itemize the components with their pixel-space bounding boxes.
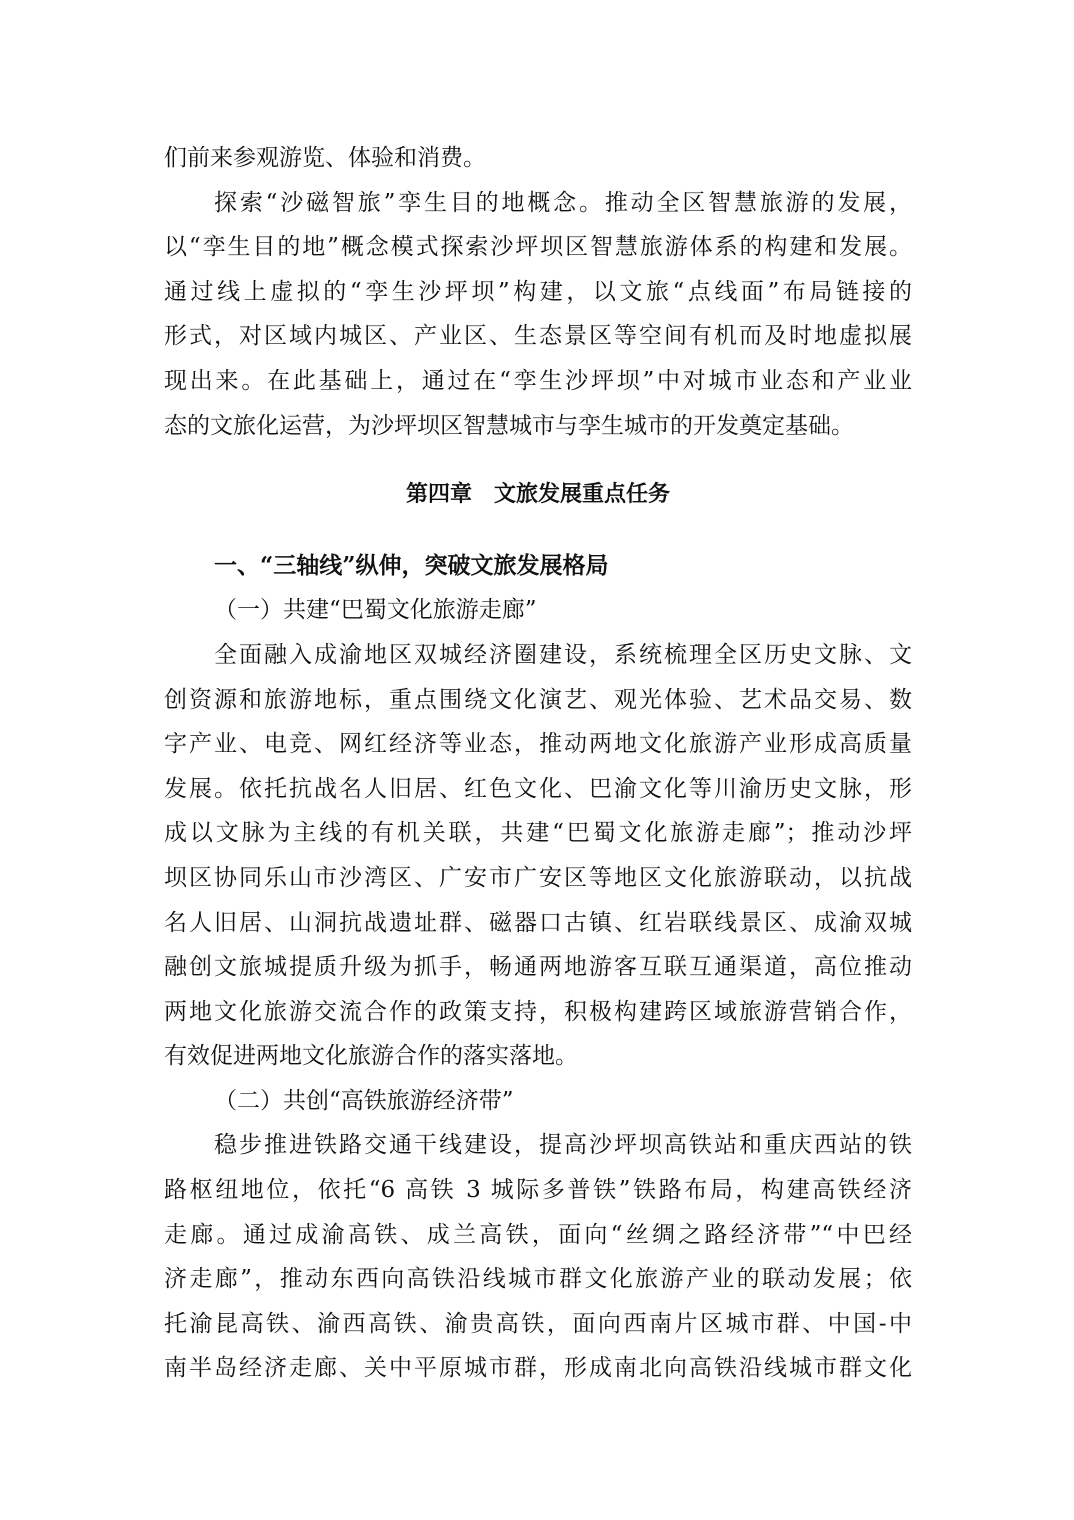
text-line: 名人旧居、山洞抗战遗址群、磁器口古镇、红岩联线景区、成渝双城 — [164, 909, 912, 936]
text-line: 现出来。在此基础上，通过在“孪生沙坪坝”中对城市业态和产业业 — [164, 367, 912, 394]
text-line: 字产业、电竞、网红经济等业态，推动两地文化旅游产业形成高质量 — [164, 731, 912, 758]
text-line: 路枢纽地位，依托“6 高铁 3 城际多普铁”铁路布局，构建高铁经济 — [164, 1177, 912, 1204]
chapter-title: 第四章 文旅发展重点任务 — [405, 482, 670, 508]
text-line: 坝区协同乐山市沙湾区、广安市广安区等地区文化旅游联动，以抗战 — [164, 864, 912, 891]
text-line: 通过线上虚拟的“孪生沙坪坝”构建，以文旅“点线面”布局链接的 — [164, 278, 912, 305]
text-line: 全面融入成渝地区双城经济圈建设，系统梳理全区历史文脉、文 — [214, 641, 912, 668]
paragraph-smart-tourism — [164, 181, 912, 449]
text-line: 创资源和旅游地标，重点围绕文化演艺、观光体验、艺术品交易、数 — [164, 686, 912, 713]
text-line: 稳步推进铁路交通干线建设，提高沙坪坝高铁站和重庆西站的铁 — [214, 1132, 912, 1159]
text-line: 们前来参观游览、体验和消费。 — [164, 145, 486, 171]
text-line: 探索“沙磁智旅”孪生目的地概念。推动全区智慧旅游的发展， — [214, 189, 912, 216]
text-line: 南半岛经济走廊、关中平原城市群，形成南北向高铁沿线城市群文化 — [164, 1355, 912, 1382]
text-line: 以“孪生目的地”概念模式探索沙坪坝区智慧旅游体系的构建和发展。 — [164, 234, 912, 261]
subsection-heading: （一）共建“巴蜀文化旅游走廊” — [214, 597, 537, 624]
text-line: 发展。依托抗战名人旧居、红色文化、巴渝文化等川渝历史文脉，形 — [164, 775, 912, 802]
text-line: 两地文化旅游交流合作的政策支持，积极构建跨区域旅游营销合作， — [164, 998, 912, 1025]
paragraph-continuation — [164, 136, 912, 181]
section-heading: 一、“三轴线”纵伸，突破文旅发展格局 — [214, 551, 609, 579]
text-line: 形式，对区域内城区、产业区、生态景区等空间有机而及时地虚拟展 — [164, 323, 912, 350]
document-page — [164, 136, 912, 1391]
paragraph-bashu-corridor — [164, 633, 912, 1079]
paragraph-high-speed-rail — [164, 1123, 912, 1391]
text-line: 态的文旅化运营，为沙坪坝区智慧城市与孪生城市的开发奠定基础。 — [164, 412, 854, 439]
text-line: 走廊。通过成渝高铁、成兰高铁，面向“丝绸之路经济带”“中巴经 — [164, 1221, 912, 1248]
text-line: 济走廊”，推动东西向高铁沿线城市群文化旅游产业的联动发展；依 — [164, 1266, 912, 1293]
text-line: 托渝昆高铁、渝西高铁、渝贵高铁，面向西南片区城市群、中国-中 — [164, 1310, 912, 1337]
text-line: 成以文脉为主线的有机关联，共建“巴蜀文化旅游走廊”；推动沙坪 — [164, 820, 912, 847]
subsection-heading: （二）共创“高铁旅游经济带” — [214, 1087, 514, 1114]
text-line: 融创文旅城提质升级为抓手，畅通两地游客互联互通渠道，高位推动 — [164, 954, 912, 981]
text-line: 有效促进两地文化旅游合作的落实落地。 — [164, 1043, 578, 1070]
